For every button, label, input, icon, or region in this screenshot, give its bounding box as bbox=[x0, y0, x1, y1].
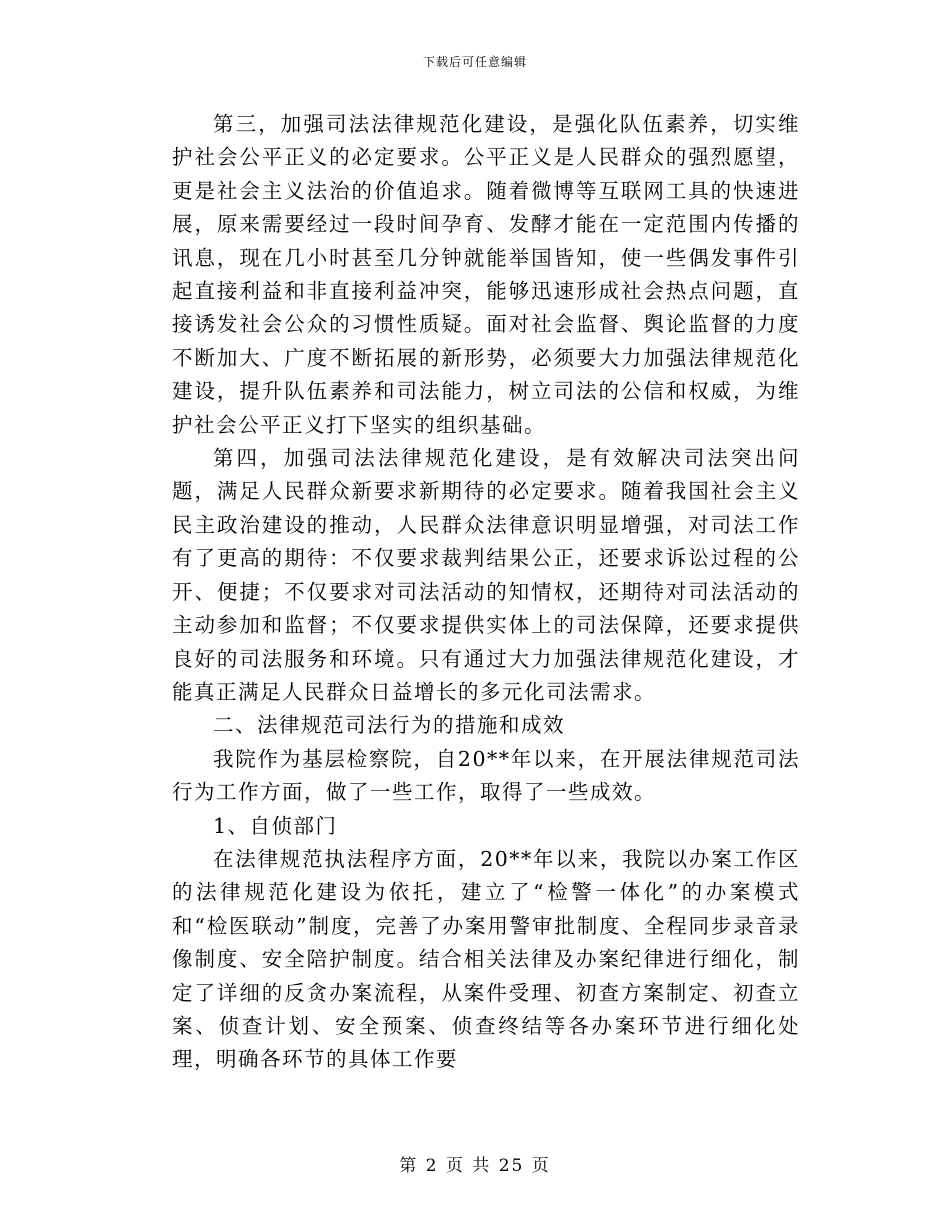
paragraph-fourth-point: 第四，加强司法法律规范化建设，是有效解决司法突出问题，满足人民群众新要求新期待的必定要求。随着我国社会主义民主政治建设的推动，人民群众法律意识明显增强，对司法工作有了更高的期待：不仅要求裁判结果公正，还要求诉讼过程的公开、便捷；不仅要求对司法活动的知情权，还期待对司法活动的主动参加和监督；不仅要求提供实体上的司法保障，还要求提供良好的司法服务和环境。只有通过大力加强法律规范化建设，才能真正满足人民群众日益增长的多元化司法需求。 bbox=[172, 446, 800, 704]
subsection-heading: 1、自侦部门 bbox=[213, 813, 338, 838]
page-header: 下载后可任意编辑 bbox=[422, 55, 527, 69]
document-body bbox=[172, 108, 800, 1077]
paragraph-procedure: 在法律规范执法程序方面，20**年以来，我院以办案工作区的法律规范化建设为依托，建立了“检警一体化”的办案模式和“检医联动”制度，完善了办案用警审批制度、全程同步录音录像制度、安全陪护制度。结合相关法律及办案纪律进行细化，制定了详细的反贪办案流程，从案件受理、初查方案制定、初查立案、侦查计划、安全预案、侦查终结等各办案环节进行细化处理，明确各环节的具体工作要 bbox=[172, 846, 800, 1072]
page-number: 第 2 页 共 25 页 bbox=[399, 1156, 551, 1176]
paragraph-third-point: 第三，加强司法法律规范化建设，是强化队伍素养，切实维护社会公平正义的必定要求。公平正义是人民群众的强烈愿望，更是社会主义法治的价值追求。随着微博等互联网工具的快速进展，原来需要经过一段时间孕育、发酵才能在一定范围内传播的讯息，现在几小时甚至几分钟就能举国皆知，使一些偶发事件引起直接利益和非直接利益冲突，能够迅速形成社会热点问题，直接诱发社会公众的习惯性质疑。面对社会监督、舆论监督的力度不断加大、广度不断拓展的新形势，必须要大力加强法律规范化建设，提升队伍素养和司法能力，树立司法的公信和权威，为维护社会公平正义打下坚实的组织基础。 bbox=[172, 112, 800, 437]
paragraph-intro: 我院作为基层检察院，自20**年以来，在开展法律规范司法行为工作方面，做了一些工作，取得了一些成效。 bbox=[172, 746, 800, 805]
section-heading: 二、法律规范司法行为的措施和成效 bbox=[213, 713, 565, 738]
